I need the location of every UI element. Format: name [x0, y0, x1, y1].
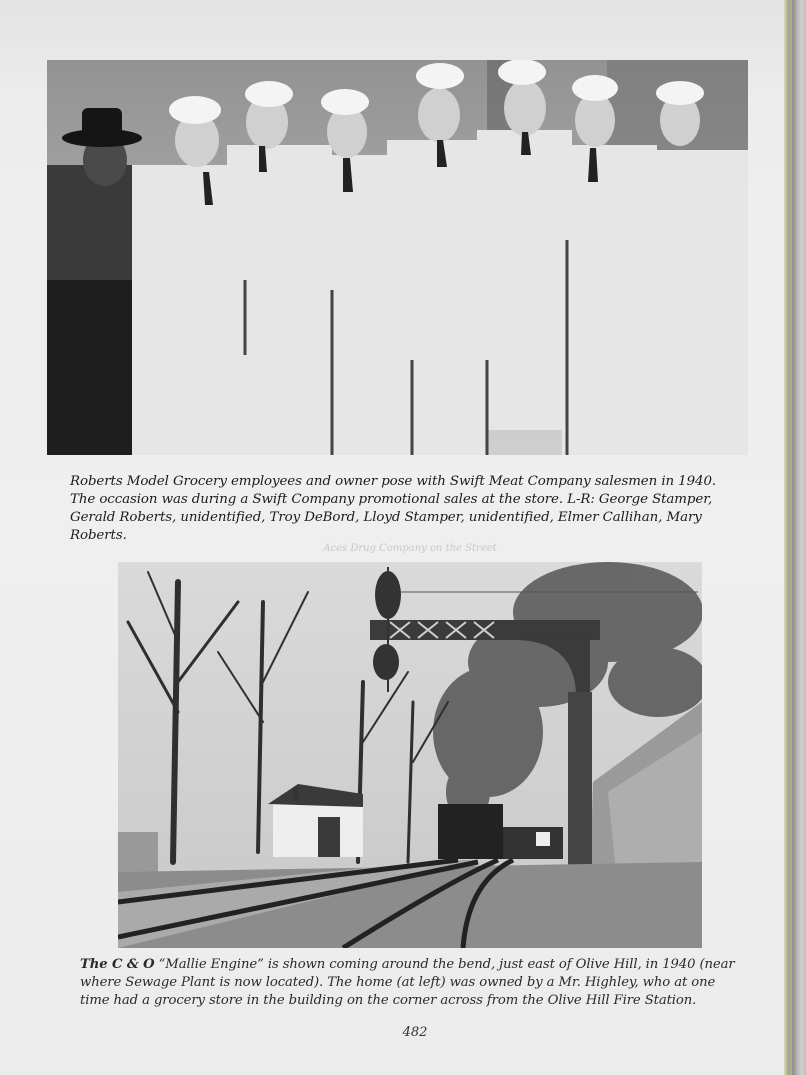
grocery-photo-graphic	[47, 60, 748, 455]
grocery-photo-caption: Roberts Model Grocery employees and owner pose with Swift Meat Company salesmen in 1940. The occasion was during a Swift Company promotional sales at the store. L-R: George Stamper, Gerald Roberts, unidentified, Troy DeBord, Lloyd Stamper, unidentified, Elmer Callihan, Mary Roberts.	[70, 474, 717, 543]
book-binding	[784, 0, 806, 1075]
bleed-through-text: Aces Drug Company on the Street	[323, 543, 497, 554]
train-photo-graphic	[118, 562, 702, 948]
page-number: 482	[402, 1025, 428, 1040]
grocery-staff-photo	[47, 60, 748, 455]
page-edge-line	[790, 0, 792, 1075]
train-photo	[118, 562, 702, 948]
train-photo-caption	[80, 956, 740, 1010]
train-caption-lead: The C & O	[80, 957, 155, 972]
train-caption-body: “Mallie Engine” is shown coming around the bend, just east of Olive Hill, in 1940 (near where Sewage Plant is now located). The home (at left) was owned by a Mr. Highley, who at one time had a grocery store in the building on the corner across from the Olive Hill Fire Station.	[80, 957, 735, 1008]
